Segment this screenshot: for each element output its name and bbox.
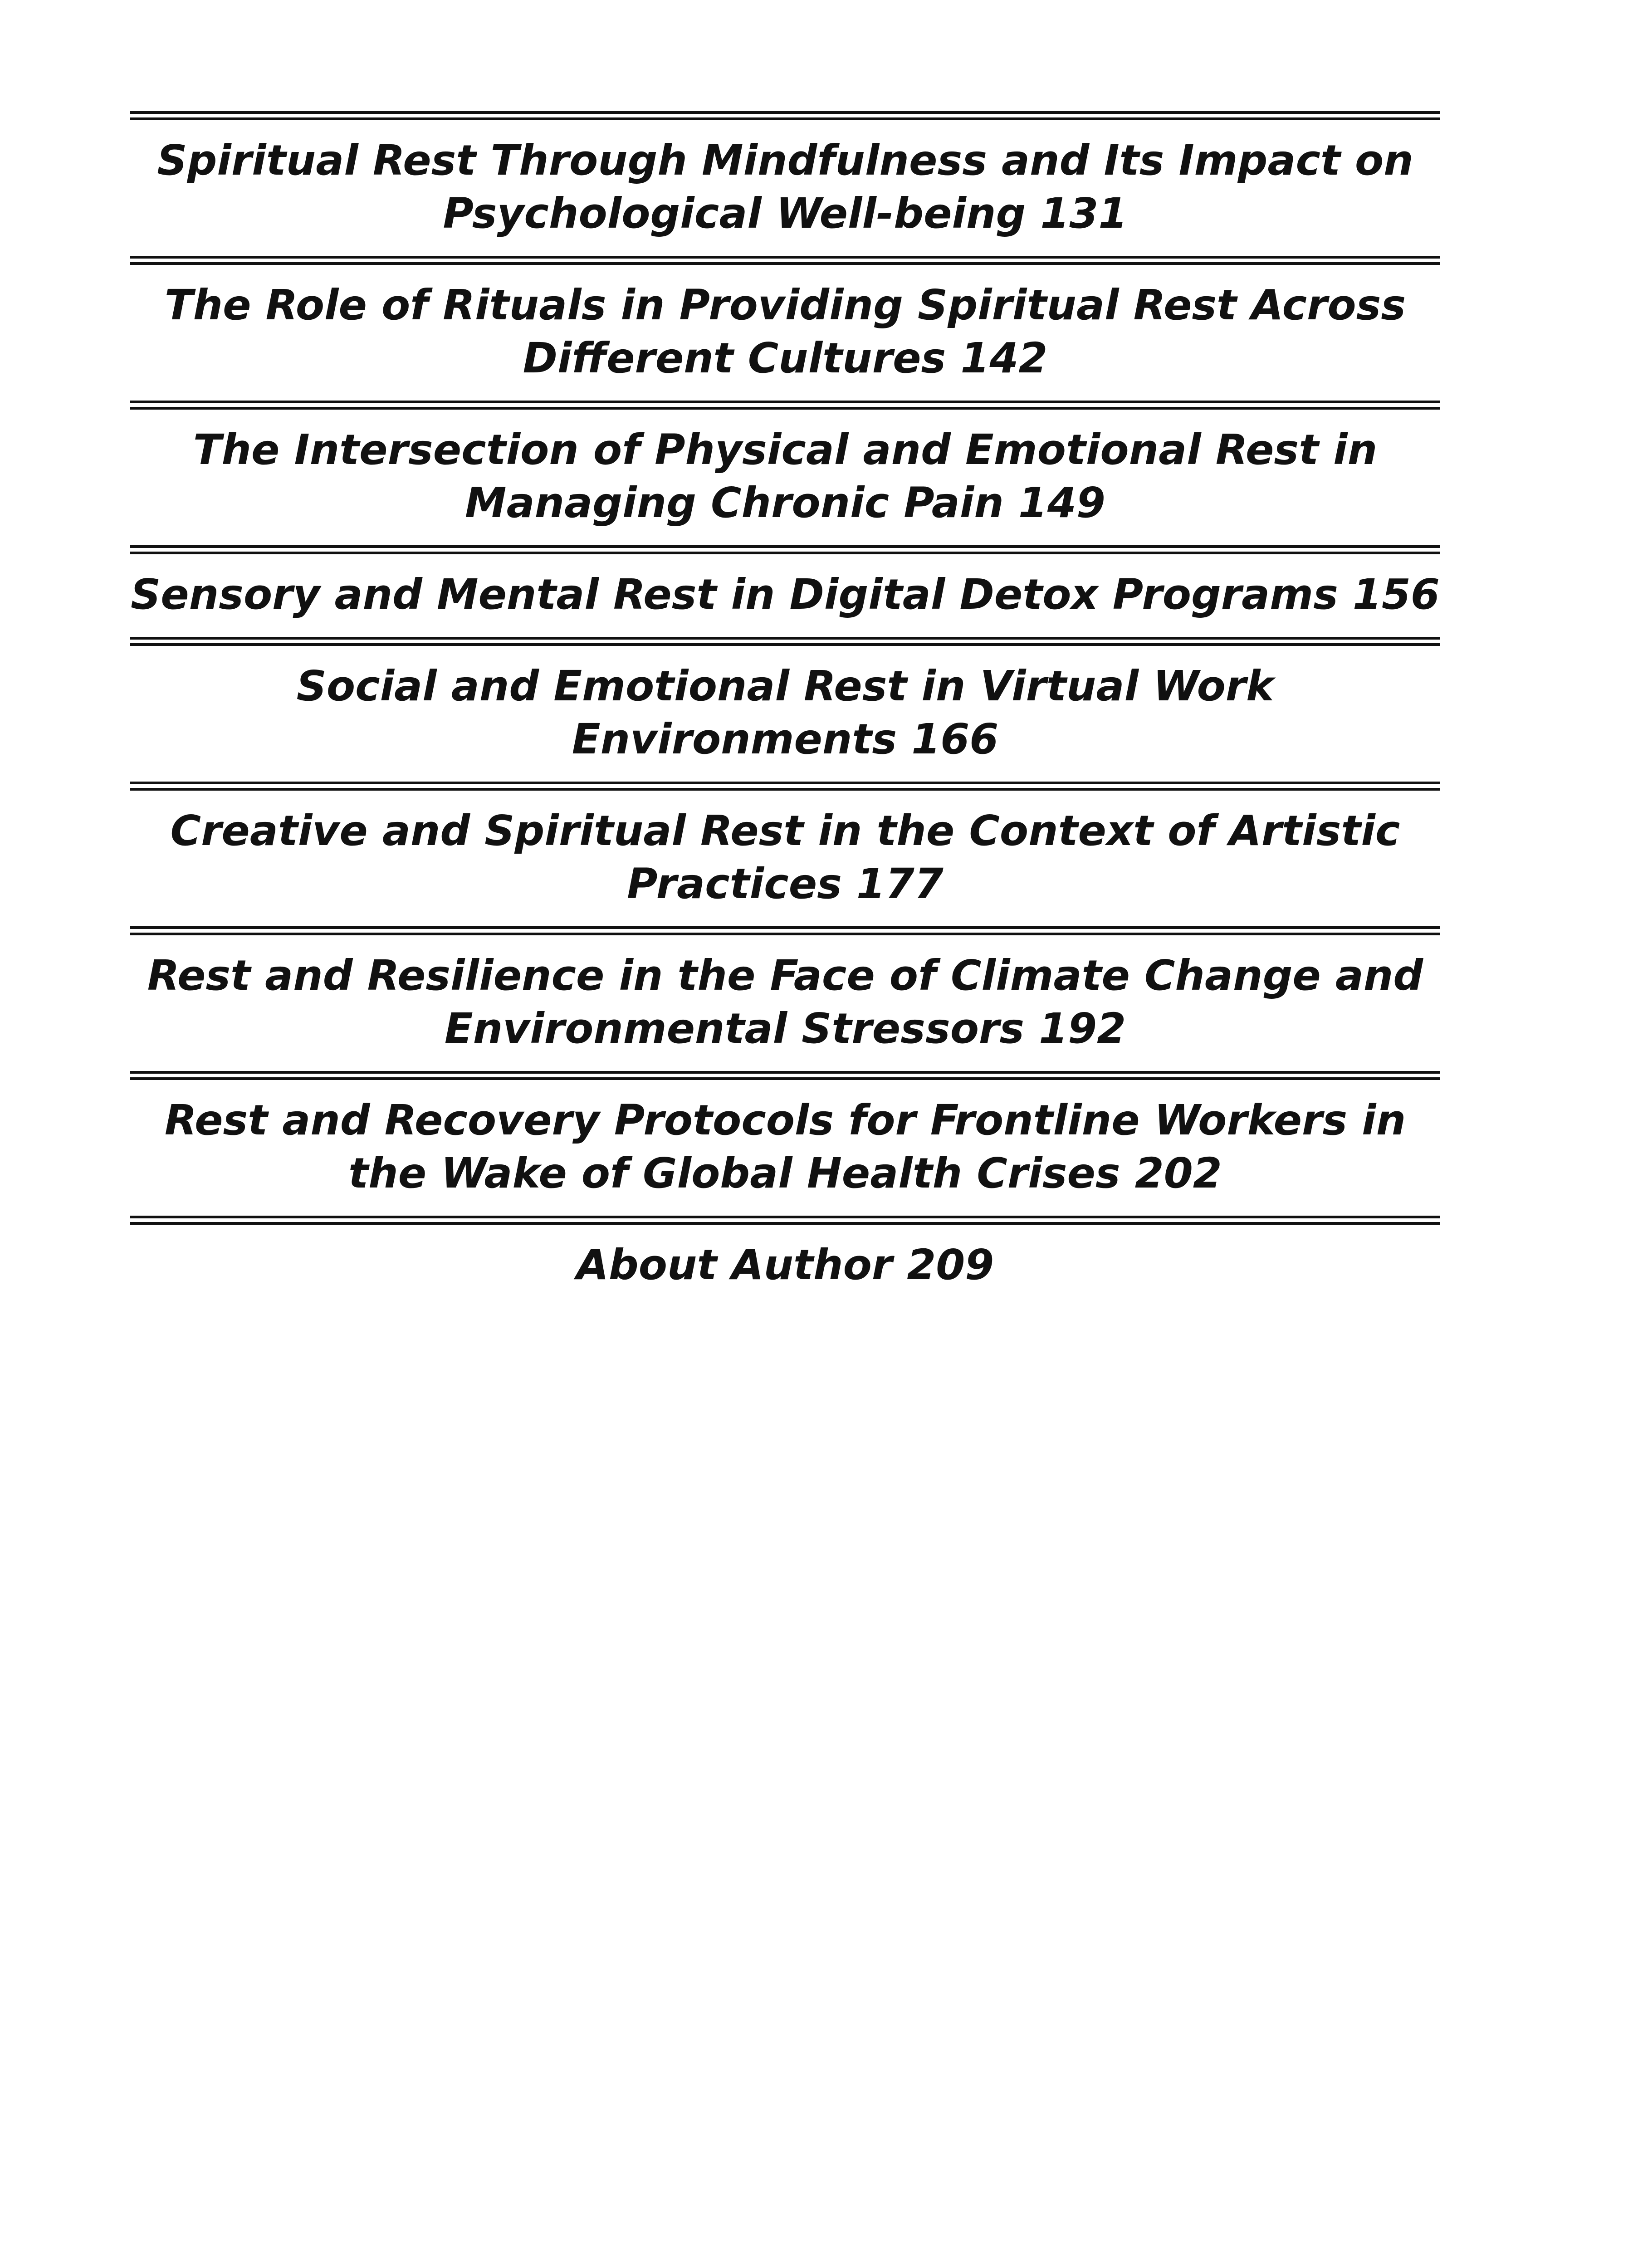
toc-entry[interactable]: The Role of Rituals in Providing Spiritual Rest Across Different Cultures 142 [164, 281, 1406, 382]
divider [130, 637, 1440, 646]
divider [130, 1216, 1440, 1225]
toc-entry[interactable]: Sensory and Mental Rest in Digital Detox Programs 156 [131, 570, 1440, 619]
divider [130, 782, 1440, 791]
toc-entry[interactable]: Rest and Resilience in the Face of Climate Change and Environmental Stressors 192 [147, 951, 1423, 1053]
toc-entry[interactable]: Rest and Recovery Protocols for Frontline Workers in the Wake of Global Health Crises 202 [164, 1096, 1406, 1198]
table-of-contents [130, 111, 1440, 1307]
divider [130, 1071, 1440, 1080]
toc-entry[interactable]: Spiritual Rest Through Mindfulness and Its Impact on Psychological Well-being 131 [157, 136, 1413, 238]
toc-entry[interactable]: Creative and Spiritual Rest in the Context of Artistic Practices 177 [170, 807, 1400, 908]
toc-entry[interactable]: Social and Emotional Rest in Virtual Work Environments 166 [296, 662, 1274, 763]
divider [130, 545, 1440, 554]
divider [130, 926, 1440, 935]
toc-entry[interactable]: About Author 209 [576, 1241, 994, 1289]
divider [130, 111, 1440, 120]
divider [130, 256, 1440, 265]
toc-entry[interactable]: The Intersection of Physical and Emotional Rest in Managing Chronic Pain 149 [193, 425, 1378, 527]
divider [130, 401, 1440, 410]
